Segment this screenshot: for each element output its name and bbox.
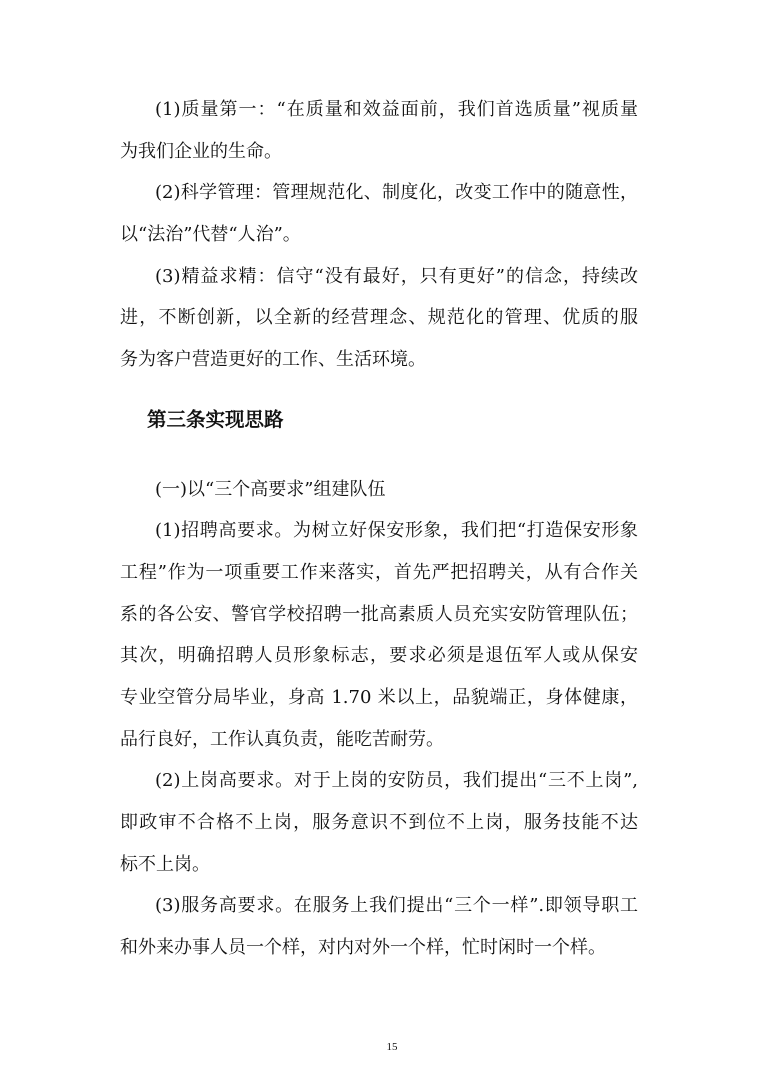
text-line: (1)招聘高要求。为树立好保安形象，我们把“打造保安形象 xyxy=(155,520,638,542)
paragraph-scientific-management xyxy=(120,172,638,255)
text-line: (2)科学管理：管理规范化、制度化，改变工作中的随意性， xyxy=(155,182,638,204)
text-line: (3)服务高要求。在服务上我们提出“三个一样”.即领导职工 xyxy=(155,895,638,917)
text-line: (2)上岗高要求。对于上岗的安防员，我们提出“三不上岗”, xyxy=(155,770,638,792)
document-body xyxy=(120,89,638,969)
text-line: 即政审不合格不上岗，服务意识不到位不上岗，服务技能不达 xyxy=(120,812,638,833)
text-line: 和外来办事人员一个样，对内对外一个样，忙时闲时一个样。 xyxy=(120,937,606,959)
text-line: 专业空管分局毕业，身高 1.70 米以上，品貌端正，身体健康， xyxy=(120,686,638,708)
paragraph-on-duty xyxy=(120,760,638,885)
paragraph-quality-first xyxy=(120,89,638,172)
text-line: 工程”作为一项重要工作来落实，首先严把招聘关，从有合作关 xyxy=(120,561,638,583)
text-line: 其次，明确招聘人员形象标志，要求必须是退伍军人或从保安 xyxy=(120,645,638,667)
text-line: (3)精益求精：信守“没有最好，只有更好”的信念，持续改 xyxy=(155,265,638,287)
text-line: 为我们企业的生命。 xyxy=(120,140,282,162)
page-number: 15 xyxy=(386,1041,398,1053)
section-heading: 第三条实现思路 xyxy=(147,407,284,431)
text-line: (1)质量第一：“在质量和效益面前，我们首选质量”视质量 xyxy=(155,99,638,120)
text-line: 以“法治”代替“人治”。 xyxy=(120,224,301,246)
text-line: 品行良好，工作认真负责，能吃苦耐劳。 xyxy=(120,728,444,750)
text-line: 系的各公安、警官学校招聘一批高素质人员充实安防管理队伍； xyxy=(120,603,638,625)
paragraph-excellence xyxy=(120,256,638,381)
text-line: 进，不断创新，以全新的经营理念、规范化的管理、优质的服 xyxy=(120,307,638,329)
subsection-heading: (一)以“三个高要求”组建队伍 xyxy=(155,478,386,500)
text-line: 务为客户营造更好的工作、生活环境。 xyxy=(120,349,426,371)
paragraph-service xyxy=(120,885,638,968)
paragraph-recruitment xyxy=(120,510,638,760)
text-line: 标不上岗。 xyxy=(120,853,210,875)
